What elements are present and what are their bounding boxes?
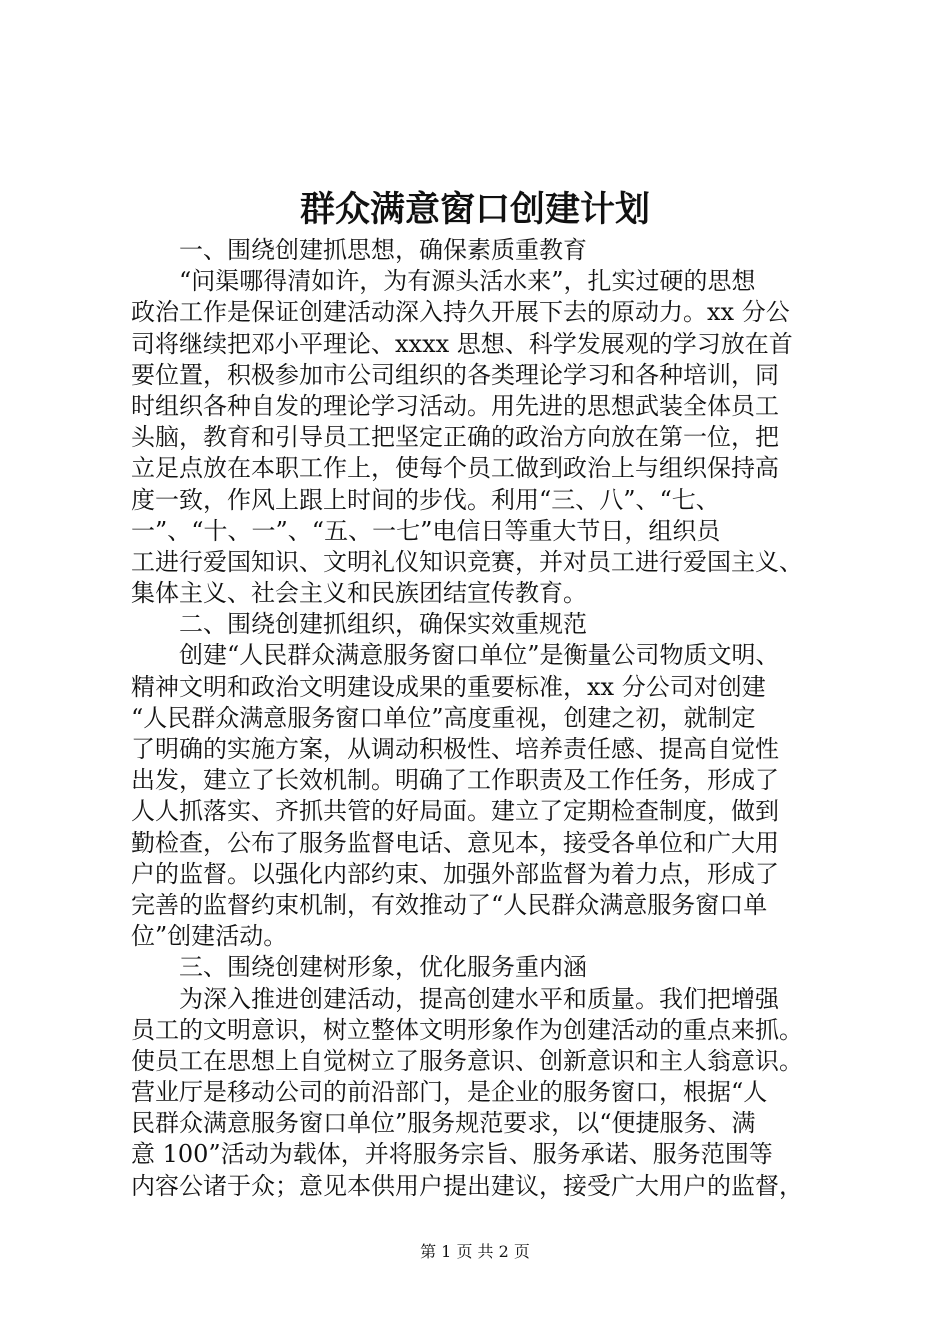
body-line: “人民群众满意服务窗口单位”高度重视，创建之初，就制定	[131, 703, 756, 732]
body-line: 勤检查，公布了服务监督电话、意见本，接受各单位和广大用	[131, 828, 779, 857]
body-line: 使员工在思想上自觉树立了服务意识、创新意识和主人翁意识。	[131, 1046, 803, 1075]
body-line: 员工的文明意识，树立整体文明形象作为创建活动的重点来抓。	[131, 1015, 803, 1044]
document-body	[131, 235, 846, 1202]
body-line: 营业厅是移动公司的前沿部门，是企业的服务窗口，根据“人	[131, 1078, 768, 1107]
body-line: 头脑，教育和引导员工把坚定正确的政治方向放在第一位，把	[131, 423, 779, 452]
body-line: 户的监督。以强化内部约束、加强外部监督为着力点，形成了	[131, 859, 779, 888]
body-line: “问渠哪得清如许，为有源头活水来”，扎实过硬的思想	[179, 267, 756, 296]
section-heading: 三、围绕创建树形象，优化服务重内涵	[179, 953, 587, 982]
body-line: 出发，建立了长效机制。明确了工作职责及工作任务，形成了	[131, 766, 779, 795]
body-line: 工进行爱国知识、文明礼仪知识竞赛，并对员工进行爱国主义、	[131, 547, 803, 576]
body-line: 内容公诸于众；意见本供用户提出建议，接受广大用户的监督，	[131, 1171, 803, 1200]
body-line: 度一致，作风上跟上时间的步伐。利用“三、八”、“七、	[131, 485, 720, 514]
page-footer: 第 1 页 共 2 页	[420, 1242, 530, 1261]
body-line: 为深入推进创建活动，提高创建水平和质量。我们把增强	[179, 984, 779, 1013]
document-title: 群众满意窗口创建计划	[299, 189, 650, 230]
body-line: 集体主义、社会主义和民族团结宣传教育。	[131, 579, 587, 608]
body-line: 人人抓落实、齐抓共管的好局面。建立了定期检查制度，做到	[131, 797, 779, 826]
body-line: 意 100”活动为载体，并将服务宗旨、服务承诺、服务范围等	[131, 1140, 773, 1169]
section-heading: 二、围绕创建抓组织，确保实效重规范	[179, 610, 587, 639]
body-line: 了明确的实施方案，从调动积极性、培养责任感、提高自觉性	[131, 735, 779, 763]
body-line: 完善的监督约束机制，有效推动了“人民群众满意服务窗口单	[131, 890, 768, 919]
body-line: 创建“人民群众满意服务窗口单位”是衡量公司物质文明、	[179, 641, 780, 670]
body-line: 要位置，积极参加市公司组织的各类理论学习和各种培训，同	[131, 360, 779, 389]
body-line: 立足点放在本职工作上，使每个员工做到政治上与组织保持高	[131, 454, 779, 483]
section-heading: 一、围绕创建抓思想，确保素质重教育	[179, 236, 587, 264]
body-line: 政治工作是保证创建活动深入持久开展下去的原动力。xx 分公	[131, 298, 790, 327]
body-line: 位”创建活动。	[131, 922, 288, 951]
body-line: 一”、“十、一”、“五、一七”电信日等重大节日，组织员	[131, 516, 721, 545]
body-line: 精神文明和政治文明建设成果的重要标准，xx 分公司对创建	[131, 672, 766, 701]
body-line: 司将继续把邓小平理论、xxxx 思想、科学发展观的学习放在首	[131, 329, 793, 358]
body-line: 民群众满意服务窗口单位”服务规范要求，以“便捷服务、满	[131, 1109, 756, 1138]
body-line: 时组织各种自发的理论学习活动。用先进的思想武装全体员工	[131, 391, 779, 420]
